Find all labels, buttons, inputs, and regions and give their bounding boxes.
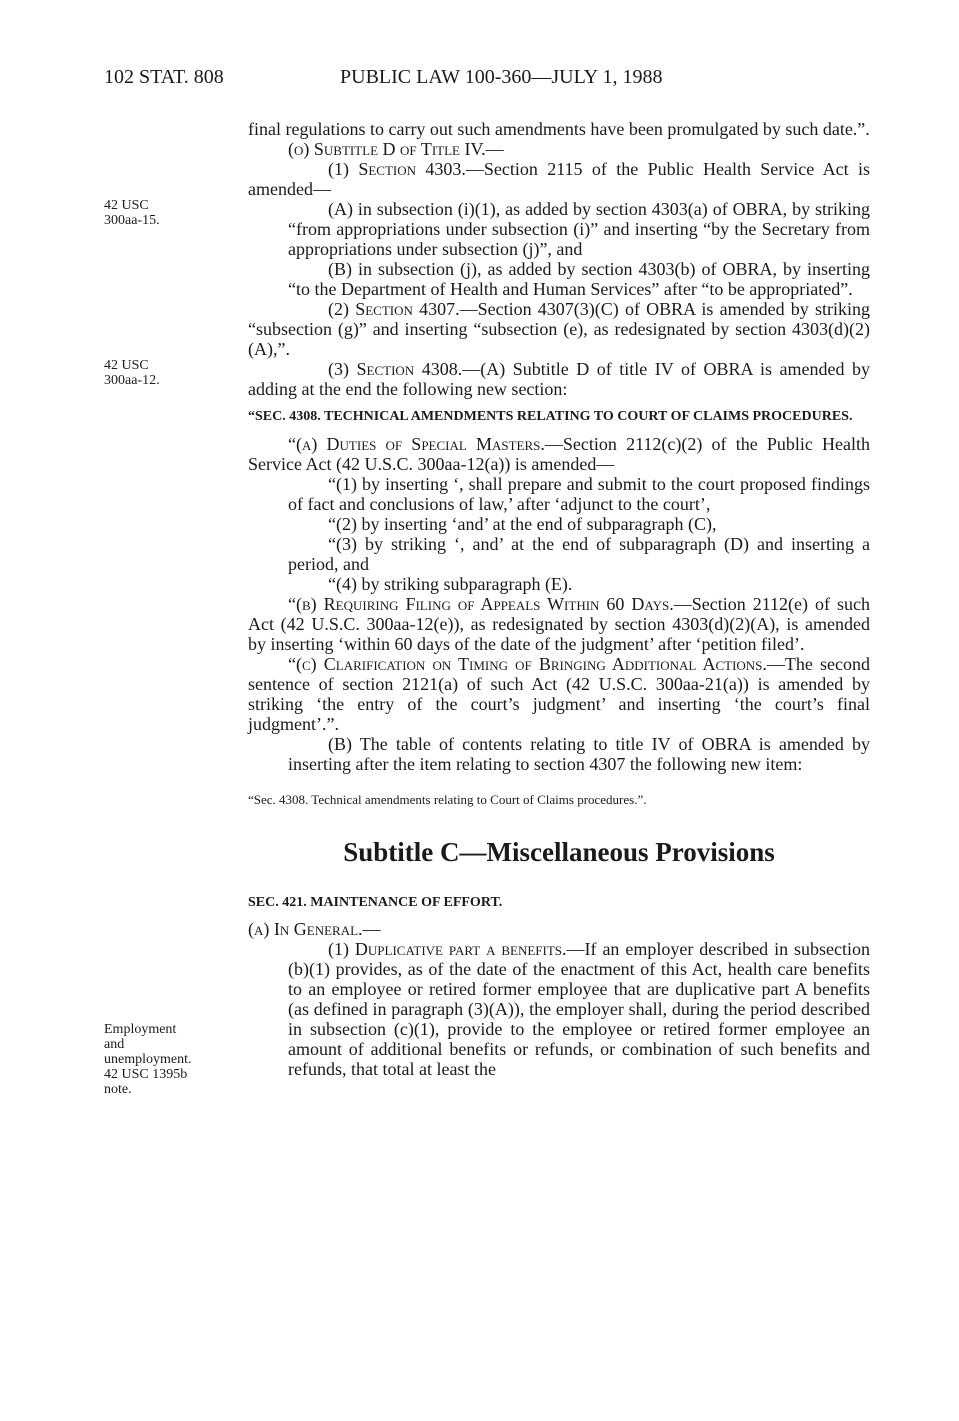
paragraph: “(4) by striking subparagraph (E). [328,574,573,594]
paragraph: “(3) by striking ‘, and’ at the end of subparagraph (D) and inserting a period, and [288,534,870,574]
statute-page-number: 102 STAT. 808 [104,66,224,88]
paragraph: “(a) Duties of Special Masters.—Section 2112(c)(2) of the Public Health Service Act (42 U.S.C. 300aa-12(a)) is amended— [248,434,870,474]
paragraph: “(1) by inserting ‘, shall prepare and submit to the court proposed findings of fact and conclusions of law,’ after ‘adjunct to the court’, [288,474,870,514]
section-heading: SEC. 421. MAINTENANCE OF EFFORT. [248,895,503,910]
paragraph: (1) Duplicative part a benefits.—If an employer described in subsection (b)(1) provides, as of the date of the enactment of this Act, health care benefits to an employee or retired former employee that are duplicative part A benefits (as defined in paragraph (3)(A)), the employer shall, during the period described in subsection (c)(1), provide to the employee or retired former employee an amount of additional benefits or refunds, or combination of such benefits and refunds, that total at least the [288,939,870,1079]
subtitle-heading: Subtitle C—Miscellaneous Provisions [343,837,775,867]
paragraph: (B) in subsection (j), as added by section 4303(b) of OBRA, by inserting “to the Department of Health and Human Services” after “to be appropriated”. [288,259,870,299]
paragraph: “(b) Requiring Filing of Appeals Within 60 Days.—Section 2112(e) of such Act (42 U.S.C. 300aa-12(e)), as redesignated by section 4303(d)(2)(A), is amended by inserting ‘within 60 days of the date of the judgment’ after ‘petition filed’. [248,594,870,654]
paragraph: (B) The table of contents relating to title IV of OBRA is amended by inserting after the item relating to section 4307 the following new item: [288,734,870,774]
paragraph: (1) Section 4303.—Section 2115 of the Public Health Service Act is amended— [248,159,870,199]
subsection-heading: (o) Subtitle D of Title IV.— [288,139,504,159]
subsection-heading: (a) In General.— [248,919,381,939]
page-header [104,66,864,92]
paragraph: (2) Section 4307.—Section 4307(3)(C) of OBRA is amended by striking “subsection (g)” and inserting “subsection (e), as redesignated by section 4303(d)(2)(A),”. [248,299,870,359]
paragraph: final regulations to carry out such amendments have been promulgated by such date.”. [248,119,870,139]
paragraph: “(2) by inserting ‘and’ at the end of subparagraph (C), [328,514,717,534]
paragraph: (3) Section 4308.—(A) Subtitle D of title IV of OBRA is amended by adding at the end the following new section: [248,359,870,399]
public-law-title: PUBLIC LAW 100-360—JULY 1, 1988 [340,66,663,88]
table-of-contents-item: “Sec. 4308. Technical amendments relating to Court of Claims procedures.”. [248,792,647,807]
paragraph: “(c) Clarification on Timing of Bringing Additional Actions.—The second sentence of section 2121(a) of such Act (42 U.S.C. 300aa-21(a)) is amended by striking ‘the entry of the court’s judgment’ and inserting ‘the court’s final judgment’.”. [248,654,871,734]
margin-note-usc-300aa-15: 42 USC 300aa-15. [104,198,160,228]
body-text [248,119,870,1079]
section-heading: “SEC. 4308. TECHNICAL AMENDMENTS RELATING TO COURT OF CLAIMS PROCEDURES. [248,409,853,424]
paragraph: (A) in subsection (i)(1), as added by section 4303(a) of OBRA, by striking “from appropriations under subsection (i)” and inserting “by the Secretary from appropriations under subsection (j)”, and [288,199,870,259]
margin-note-usc-300aa-12: 42 USC 300aa-12. [104,358,160,388]
margin-note-employment: Employment and unemployment. 42 USC 1395b note. [104,1022,192,1097]
